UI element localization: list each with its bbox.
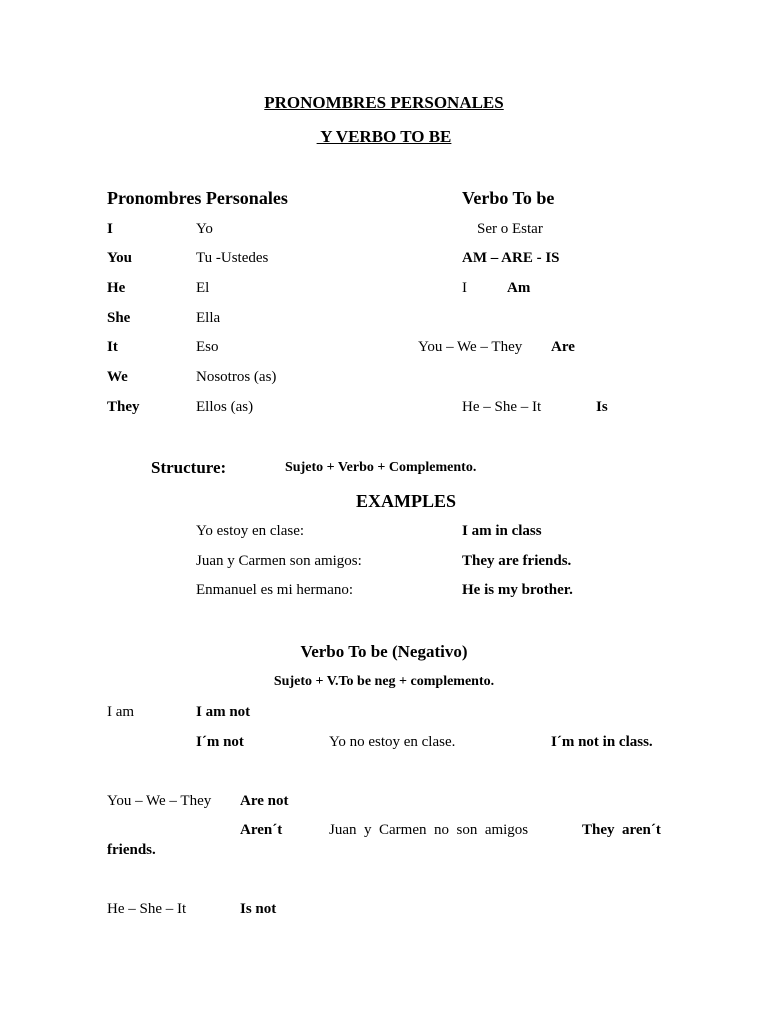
pronoun-en: She [107, 310, 131, 326]
structure-label: Structure: [151, 458, 227, 477]
pronoun-es: El [196, 280, 210, 296]
negative-you-subject: You – We – They [107, 793, 212, 809]
pronoun-es: Tu -Ustedes [196, 250, 269, 266]
pronoun-en: We [107, 369, 128, 385]
negative-he-long: Is not [240, 901, 277, 917]
example-en: He is my brother. [462, 582, 573, 598]
pronoun-es: Eso [196, 339, 219, 355]
pronoun-en: He [107, 280, 126, 296]
example-en: They are friends. [462, 553, 572, 569]
pronouns-heading: Pronombres Personales [107, 188, 288, 208]
title-line-2: Y VERBO TO BE [316, 127, 452, 146]
pronoun-es: Ella [196, 310, 221, 326]
negative-you-short: Aren´t [240, 822, 283, 838]
verb-heading: Verbo To be [462, 188, 555, 208]
negative-i-es: Yo no estoy en clase. [329, 734, 456, 750]
pronoun-es: Nosotros (as) [196, 369, 277, 385]
negative-i-long: I am not [196, 704, 251, 720]
verb-subject: I [462, 280, 467, 296]
negative-you-es: Juan y Carmen no son amigos [329, 822, 529, 838]
verb-meaning: Ser o Estar [477, 221, 543, 237]
negative-formula: Sujeto + V.To be neg + complemento. [273, 674, 495, 689]
example-es: Juan y Carmen son amigos: [196, 553, 362, 569]
structure-formula: Sujeto + Verbo + Complemento. [285, 460, 477, 475]
negative-i-en: I´m not in class. [551, 734, 653, 750]
negative-he-subject: He – She – It [107, 901, 187, 917]
pronoun-en: You [107, 250, 133, 266]
verb-form: Are [551, 339, 575, 355]
negative-you-long: Are not [240, 793, 289, 809]
verb-subject: He – She – It [462, 399, 542, 415]
verb-form: Is [596, 399, 608, 415]
examples-heading: EXAMPLES [355, 491, 457, 511]
verb-subject: You – We – They [418, 339, 523, 355]
example-es: Enmanuel es mi hermano: [196, 582, 354, 598]
verb-forms: AM – ARE - IS [462, 250, 560, 266]
pronoun-en: I [107, 221, 113, 237]
negative-you-en-continued: friends. [107, 842, 156, 858]
negative-you-en: They aren´t [582, 822, 661, 838]
pronoun-en: It [107, 339, 118, 355]
negative-i-short: I´m not [196, 734, 244, 750]
verb-form: Am [507, 280, 531, 296]
pronoun-es: Yo [196, 221, 213, 237]
pronoun-en: They [107, 399, 140, 415]
example-en: I am in class [462, 523, 542, 539]
example-es: Yo estoy en clase: [196, 523, 305, 539]
negative-heading: Verbo To be (Negativo) [300, 642, 468, 661]
title-line-1: PRONOMBRES PERSONALES [264, 93, 504, 112]
negative-i-subject: I am [107, 704, 135, 720]
pronoun-es: Ellos (as) [196, 399, 254, 415]
